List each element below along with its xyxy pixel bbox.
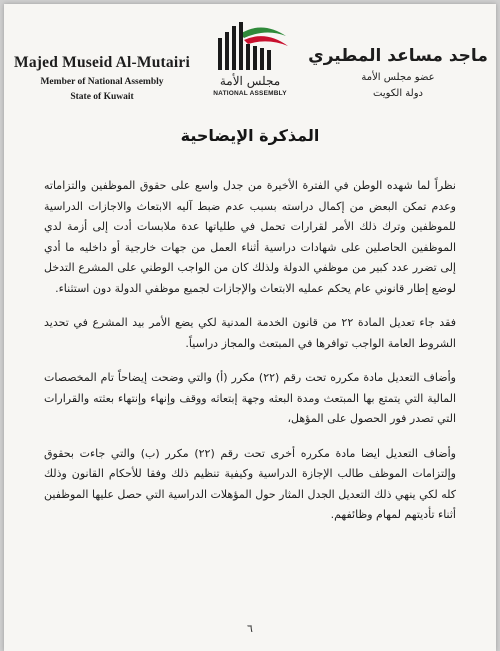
paragraph: وأضاف التعديل ايضا مادة مكرره أخرى تحت رقم (٢٢) مكرر (ب) والتي جاءت بحقوق وإلتزامات الموظف طالب الإجازة الدراسية وكيفية تنظيم ذلك وفقا للأحكام القانون وذلك كله لكي ينهي ذلك التعديل الجدل المثار حول المؤهلات الدراسية التي حصل عليها الموظفين أثناء تأديتهم لمهام وظائفهم. <box>44 446 456 521</box>
letterhead-english <box>12 54 192 102</box>
state-name-english: State of Kuwait <box>70 92 134 102</box>
assembly-name-english: NATIONAL ASSEMBLY <box>213 90 287 97</box>
national-assembly-logo <box>210 14 290 114</box>
member-role-english: Member of National Assembly <box>40 77 164 87</box>
assembly-emblem-icon <box>210 14 290 76</box>
paragraph: وأضاف التعديل مادة مكرره تحت رقم (٢٢) مكرر (أ) والتي وضحت إيضاحاً تام المخصصات المالية التي يتمتع بها المبتعث ومدة البعثه وجهة إبتعاثه ووقف وإنهاء وإنتهاء بعثته والقرارات التي تصدر فور الحصول على المؤهل، <box>44 371 456 425</box>
document-title: المذكرة الإيضاحية <box>180 126 320 145</box>
document-body <box>44 176 456 540</box>
document-page <box>4 4 496 651</box>
state-name-arabic: دولة الكويت <box>373 88 423 99</box>
assembly-name-arabic: مجلس الأمة <box>219 74 281 88</box>
paragraph: فقد جاء تعديل المادة ٢٢ من قانون الخدمة المدنية لكي يضع الأمر بيد المشرع في تحديد الشروط العامة الواجب توافرها في المبتعث والمجاز دراسياً. <box>44 316 456 350</box>
member-name-arabic: ماجد مساعد المطيري <box>308 46 488 66</box>
member-name-english: Majed Museid Al-Mutairi <box>14 54 190 71</box>
member-role-arabic: عضو مجلس الأمة <box>361 72 435 83</box>
letterhead-arabic <box>308 46 488 99</box>
page-number: ٦ <box>247 622 253 635</box>
paragraph: نظراً لما شهده الوطن في الفترة الأخيرة من جدل واسع على حقوق الموظفين والتزاماته وعدم تمكن البعض من إكمال دراسته بسبب عدم ضبط آليه الابتعاث والاجازات الدراسية للموظفين وترك ذلك الأمر لقرارات تحمل في طلياتها عدة ملابسات أدت إلى أزمة لدي الموظفين الحاصلين على شهادات دراسية أثناء العمل من جهات خارجية أو داخليه ما أدي إلى تضرر عدد كبير من موظفي الدولة ولذلك كان من الواجب الوطني على المشرع التدخل لوضع إطار قانوني عام يحكم عمليه الابتعاث والإجازات لجميع موظفي الدولة دون استثناء. <box>44 179 456 295</box>
